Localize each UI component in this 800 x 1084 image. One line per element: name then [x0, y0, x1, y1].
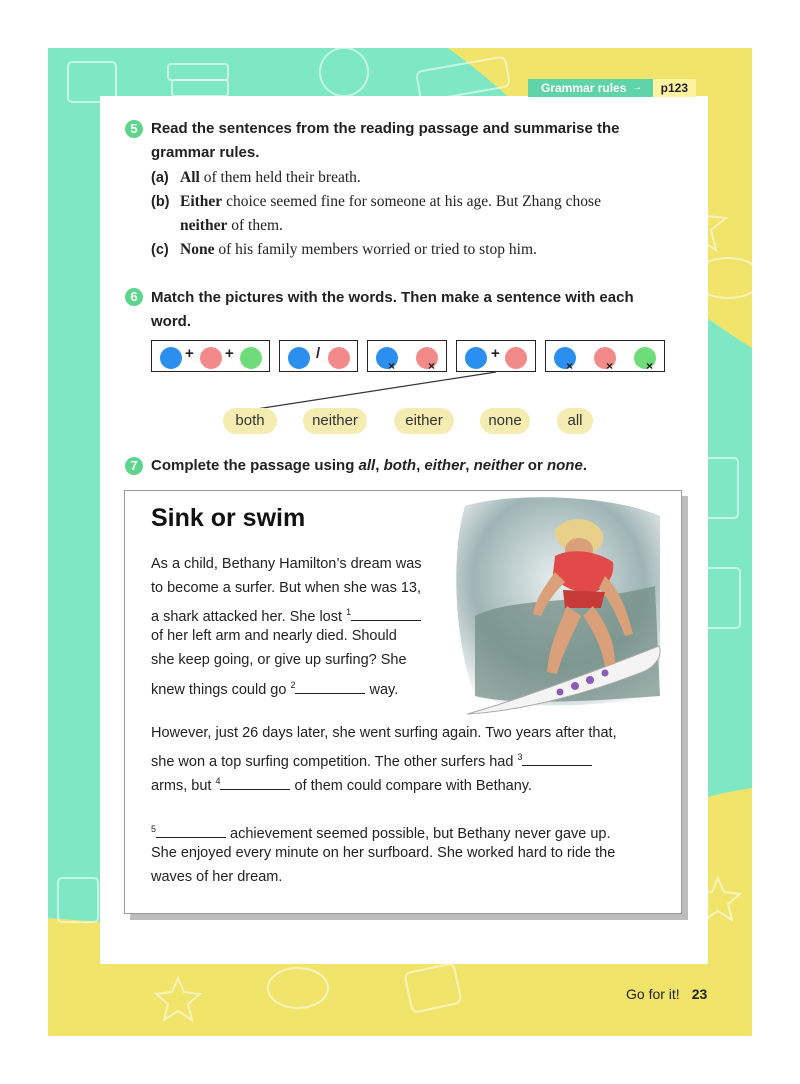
item-c-key: None	[180, 241, 215, 258]
passage-title: Sink or swim	[151, 504, 306, 532]
passage-para2-line3-end: of them could compare with Bethany.	[290, 777, 533, 794]
exercise-6-number: 6	[125, 288, 143, 306]
passage-para2-line3-start: arms, but	[151, 777, 216, 794]
passage-para2-line2-text: she won a top surfing competition. The other surfers had	[151, 753, 518, 770]
word-neither[interactable]: neither	[303, 408, 367, 434]
separator: or	[523, 457, 547, 474]
book-title: Go for it!	[626, 986, 680, 1002]
passage-line-6	[151, 673, 398, 702]
item-c-label: (c)	[151, 242, 169, 258]
blank-3-number: 3	[517, 752, 523, 762]
exercise-7-instruction	[151, 454, 587, 478]
passage-para3-line1-text: achievement seemed possible, but Bethany never gave up.	[226, 825, 611, 842]
word-none[interactable]: none	[480, 408, 530, 434]
item-b-key2: neither	[180, 217, 228, 234]
period: .	[582, 457, 587, 474]
item-b-label: (b)	[151, 194, 170, 210]
exercise-7-prefix: Complete the passage using	[151, 457, 359, 474]
page-number: 23	[691, 986, 708, 1002]
exercise-6-instruction-line1: Match the pictures with the words. Then make a sentence with each	[151, 289, 634, 306]
passage-para2-line1: However, just 26 days later, she went surfing again. Two years after that,	[151, 725, 617, 741]
item-a-rest: of them held their breath.	[199, 169, 361, 186]
passage-line-6-end: way.	[365, 681, 399, 698]
word-both[interactable]: both	[223, 408, 277, 434]
word-all[interactable]: all	[557, 408, 593, 434]
passage-line-3-text: a shark attacked her. She lost	[151, 608, 347, 625]
passage-line-2: to become a surfer. But when she was 13,	[151, 580, 422, 596]
item-b-rest: choice seemed fine for someone at his age. But Zhang chose	[222, 193, 601, 210]
blank-5-number: 5	[151, 824, 157, 834]
plus-sign: +	[185, 345, 194, 362]
blank-3[interactable]	[522, 751, 592, 766]
exercise-6-instruction-line2: word.	[151, 313, 191, 330]
exercise-7-number: 7	[125, 457, 143, 475]
plus-sign: +	[491, 345, 500, 362]
word-both-italic: both	[383, 457, 417, 474]
separator: ,	[416, 457, 425, 474]
passage-line-5: she keep going, or give up surfing? She	[151, 652, 407, 668]
word-neither-italic: neither	[473, 457, 524, 474]
arrow-right-icon: →	[632, 82, 642, 93]
page-footer	[626, 986, 707, 1002]
blank-4-number: 4	[215, 776, 221, 786]
passage-para2-line3	[151, 769, 532, 798]
item-c-rest: of his family members worried or tried to stop him.	[214, 241, 537, 258]
cross-mark: ×	[388, 359, 396, 373]
word-either[interactable]: either	[394, 408, 454, 434]
word-none-italic: none	[546, 457, 583, 474]
grammar-rules-page: p123	[653, 79, 696, 97]
passage-para3-line2: She enjoyed every minute on her surfboard. She worked hard to ride the	[151, 845, 616, 861]
word-all-italic: all	[358, 457, 376, 474]
slash-sign: /	[316, 345, 321, 362]
exercise-5-instruction-line2: grammar rules.	[151, 144, 260, 161]
cross-mark: ×	[428, 359, 436, 373]
blank-1-number: 1	[346, 607, 352, 617]
item-a-key: All	[180, 169, 200, 186]
plus-sign: +	[225, 345, 234, 362]
item-b-key: Either	[180, 193, 223, 210]
item-b-rest2: of them.	[227, 217, 283, 234]
passage-line-6-text: knew things could go	[151, 681, 291, 698]
grammar-rules-label: Grammar rules	[541, 81, 627, 95]
word-either-italic: either	[424, 457, 466, 474]
passage-line-4: of her left arm and nearly died. Should	[151, 628, 397, 644]
cross-mark: ×	[566, 359, 574, 373]
cross-mark: ×	[646, 359, 654, 373]
blank-2[interactable]	[295, 679, 365, 694]
blank-1[interactable]	[351, 606, 421, 621]
blank-5[interactable]	[156, 823, 226, 838]
exercise-5-instruction-line1: Read the sentences from the reading passage and summarise the	[151, 120, 620, 137]
exercise-5-number: 5	[125, 120, 143, 138]
surfer-photo	[455, 496, 665, 718]
cross-mark: ×	[606, 359, 614, 373]
blank-2-number: 2	[290, 680, 296, 690]
blank-4[interactable]	[220, 775, 290, 790]
item-a-label: (a)	[151, 170, 169, 186]
passage-para3-line3: waves of her dream.	[151, 869, 283, 885]
separator: ,	[465, 457, 474, 474]
separator: ,	[375, 457, 384, 474]
passage-line-1: As a child, Bethany Hamilton’s dream was	[151, 556, 422, 572]
